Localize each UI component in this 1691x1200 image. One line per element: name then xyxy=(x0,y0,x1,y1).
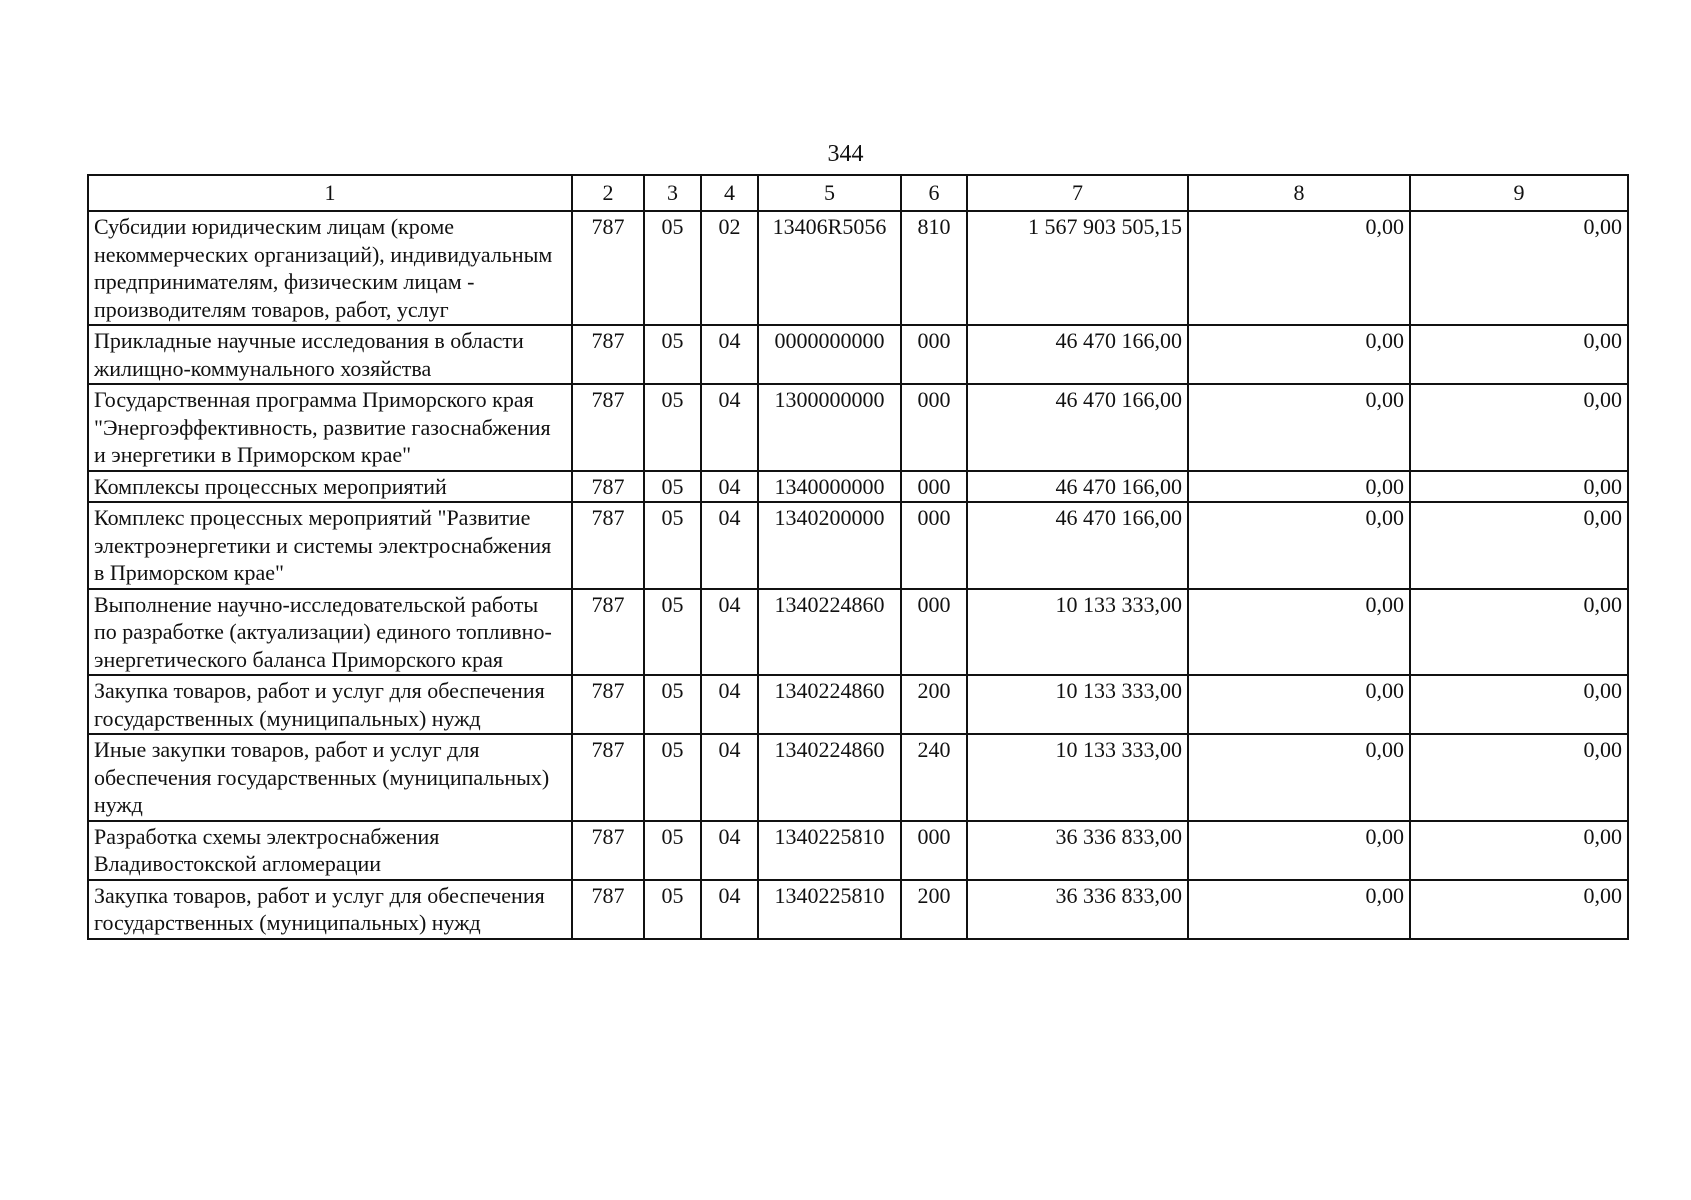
row-col8: 0,00 xyxy=(1188,471,1410,503)
header-cell: 4 xyxy=(701,175,758,211)
row-col3: 05 xyxy=(644,734,701,821)
header-cell: 6 xyxy=(901,175,967,211)
row-col6: 000 xyxy=(901,325,967,384)
table-row xyxy=(88,211,1628,325)
table-row xyxy=(88,384,1628,471)
row-col5: 1340224860 xyxy=(758,589,901,676)
row-col8: 0,00 xyxy=(1188,734,1410,821)
row-col8: 0,00 xyxy=(1188,211,1410,325)
row-col2: 787 xyxy=(572,384,644,471)
table-row xyxy=(88,821,1628,880)
row-col6: 000 xyxy=(901,502,967,589)
table-row xyxy=(88,675,1628,734)
budget-table xyxy=(87,174,1629,940)
row-col9: 0,00 xyxy=(1410,471,1628,503)
row-col6: 810 xyxy=(901,211,967,325)
row-col9: 0,00 xyxy=(1410,589,1628,676)
row-col3: 05 xyxy=(644,880,701,939)
row-name: Выполнение научно-исследовательской работы по разработке (актуализации) единого топливно-энергетического баланса Приморского края xyxy=(88,589,572,676)
row-name: Государственная программа Приморского края "Энергоэффективность, развитие газоснабжения и энергетики в Приморском крае" xyxy=(88,384,572,471)
row-col7: 36 336 833,00 xyxy=(967,821,1188,880)
row-col5: 1340200000 xyxy=(758,502,901,589)
table-row xyxy=(88,471,1628,503)
row-col9: 0,00 xyxy=(1410,325,1628,384)
row-col3: 05 xyxy=(644,471,701,503)
row-col3: 05 xyxy=(644,675,701,734)
row-col5: 1300000000 xyxy=(758,384,901,471)
row-name: Иные закупки товаров, работ и услуг для обеспечения государственных (муниципальных) нужд xyxy=(88,734,572,821)
row-col7: 1 567 903 505,15 xyxy=(967,211,1188,325)
row-col5: 1340224860 xyxy=(758,734,901,821)
row-name: Закупка товаров, работ и услуг для обеспечения государственных (муниципальных) нужд xyxy=(88,675,572,734)
row-col2: 787 xyxy=(572,325,644,384)
table-row xyxy=(88,734,1628,821)
table-row xyxy=(88,589,1628,676)
header-row xyxy=(88,175,1628,211)
row-col4: 04 xyxy=(701,325,758,384)
row-col9: 0,00 xyxy=(1410,675,1628,734)
row-col3: 05 xyxy=(644,325,701,384)
row-col2: 787 xyxy=(572,734,644,821)
row-col7: 46 470 166,00 xyxy=(967,471,1188,503)
row-col4: 04 xyxy=(701,502,758,589)
row-col7: 36 336 833,00 xyxy=(967,880,1188,939)
row-col2: 787 xyxy=(572,880,644,939)
row-col8: 0,00 xyxy=(1188,325,1410,384)
row-col4: 04 xyxy=(701,675,758,734)
row-name: Комплексы процессных мероприятий xyxy=(88,471,572,503)
row-col8: 0,00 xyxy=(1188,675,1410,734)
row-col4: 04 xyxy=(701,384,758,471)
row-col7: 46 470 166,00 xyxy=(967,325,1188,384)
row-col6: 240 xyxy=(901,734,967,821)
row-col9: 0,00 xyxy=(1410,502,1628,589)
page-number xyxy=(0,140,1691,168)
row-name: Разработка схемы электроснабжения Владивостокской агломерации xyxy=(88,821,572,880)
row-col4: 02 xyxy=(701,211,758,325)
header-cell: 9 xyxy=(1410,175,1628,211)
row-col6: 000 xyxy=(901,384,967,471)
row-col5: 13406R5056 xyxy=(758,211,901,325)
row-col6: 200 xyxy=(901,880,967,939)
row-col2: 787 xyxy=(572,675,644,734)
header-cell: 7 xyxy=(967,175,1188,211)
row-col2: 787 xyxy=(572,821,644,880)
row-col6: 000 xyxy=(901,821,967,880)
row-name: Закупка товаров, работ и услуг для обеспечения государственных (муниципальных) нужд xyxy=(88,880,572,939)
row-col9: 0,00 xyxy=(1410,211,1628,325)
row-col6: 000 xyxy=(901,589,967,676)
row-col4: 04 xyxy=(701,880,758,939)
row-col9: 0,00 xyxy=(1410,880,1628,939)
row-col2: 787 xyxy=(572,502,644,589)
row-col8: 0,00 xyxy=(1188,502,1410,589)
header-cell: 1 xyxy=(88,175,572,211)
row-col5: 1340225810 xyxy=(758,821,901,880)
row-col9: 0,00 xyxy=(1410,734,1628,821)
row-name: Субсидии юридическим лицам (кроме некоммерческих организаций), индивидуальным предпринимателям, физическим лицам - производителям товаров, работ, услуг xyxy=(88,211,572,325)
header-cell: 5 xyxy=(758,175,901,211)
row-col8: 0,00 xyxy=(1188,384,1410,471)
row-col4: 04 xyxy=(701,821,758,880)
row-col6: 000 xyxy=(901,471,967,503)
row-name: Комплекс процессных мероприятий "Развитие электроэнергетики и системы электроснабжения в Приморском крае" xyxy=(88,502,572,589)
table-row xyxy=(88,325,1628,384)
page-number-text: 344 xyxy=(827,141,864,167)
row-col2: 787 xyxy=(572,471,644,503)
table-row xyxy=(88,502,1628,589)
row-col3: 05 xyxy=(644,211,701,325)
row-col8: 0,00 xyxy=(1188,880,1410,939)
row-col2: 787 xyxy=(572,211,644,325)
row-col5: 1340224860 xyxy=(758,675,901,734)
row-col5: 1340225810 xyxy=(758,880,901,939)
header-cell: 8 xyxy=(1188,175,1410,211)
row-col7: 10 133 333,00 xyxy=(967,734,1188,821)
row-col7: 46 470 166,00 xyxy=(967,502,1188,589)
row-name: Прикладные научные исследования в области жилищно-коммунального хозяйства xyxy=(88,325,572,384)
header-cell: 2 xyxy=(572,175,644,211)
row-col9: 0,00 xyxy=(1410,384,1628,471)
row-col2: 787 xyxy=(572,589,644,676)
header-cell: 3 xyxy=(644,175,701,211)
row-col3: 05 xyxy=(644,502,701,589)
row-col4: 04 xyxy=(701,734,758,821)
row-col7: 46 470 166,00 xyxy=(967,384,1188,471)
row-col9: 0,00 xyxy=(1410,821,1628,880)
row-col5: 1340000000 xyxy=(758,471,901,503)
row-col4: 04 xyxy=(701,589,758,676)
row-col6: 200 xyxy=(901,675,967,734)
row-col4: 04 xyxy=(701,471,758,503)
row-col8: 0,00 xyxy=(1188,589,1410,676)
row-col7: 10 133 333,00 xyxy=(967,675,1188,734)
table-row xyxy=(88,880,1628,939)
row-col8: 0,00 xyxy=(1188,821,1410,880)
row-col7: 10 133 333,00 xyxy=(967,589,1188,676)
row-col3: 05 xyxy=(644,589,701,676)
row-col3: 05 xyxy=(644,821,701,880)
row-col3: 05 xyxy=(644,384,701,471)
row-col5: 0000000000 xyxy=(758,325,901,384)
